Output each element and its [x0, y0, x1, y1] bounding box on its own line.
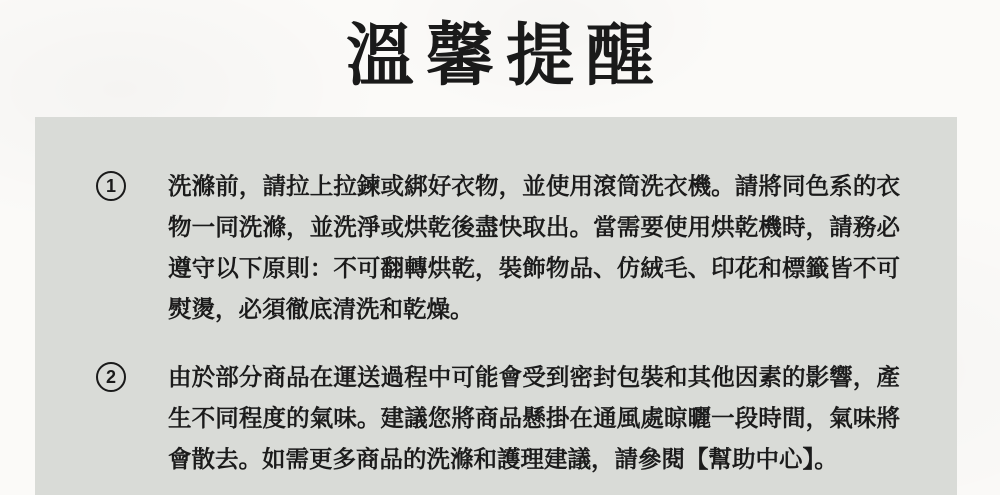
notice-panel	[35, 117, 957, 495]
notice-text-1: 洗滌前，請拉上拉鍊或綁好衣物，並使用滾筒洗衣機。請將同色系的衣物一同洗滌，並洗淨或烘乾後盡快取出。當需要使用烘乾機時，請務必遵守以下原則：不可翻轉烘乾，裝飾物品、仿絨毛、印花和標籤皆不可熨燙，必須徹底清洗和乾燥。	[168, 173, 900, 322]
notice-text-2: 由於部分商品在運送過程中可能會受到密封包裝和其他因素的影響，產生不同程度的氣味。建議您將商品懸掛在通風處晾曬一段時間，氣味將會散去。如需更多商品的洗滌和護理建議，請參閱【幫助中心】。	[168, 364, 900, 472]
notice-number-badge-1: 1	[96, 171, 126, 201]
notice-item-1	[96, 166, 900, 330]
page-title: 溫馨提醒	[345, 18, 666, 94]
notice-number-badge-2: 2	[96, 362, 126, 392]
notice-item-2	[96, 357, 900, 480]
